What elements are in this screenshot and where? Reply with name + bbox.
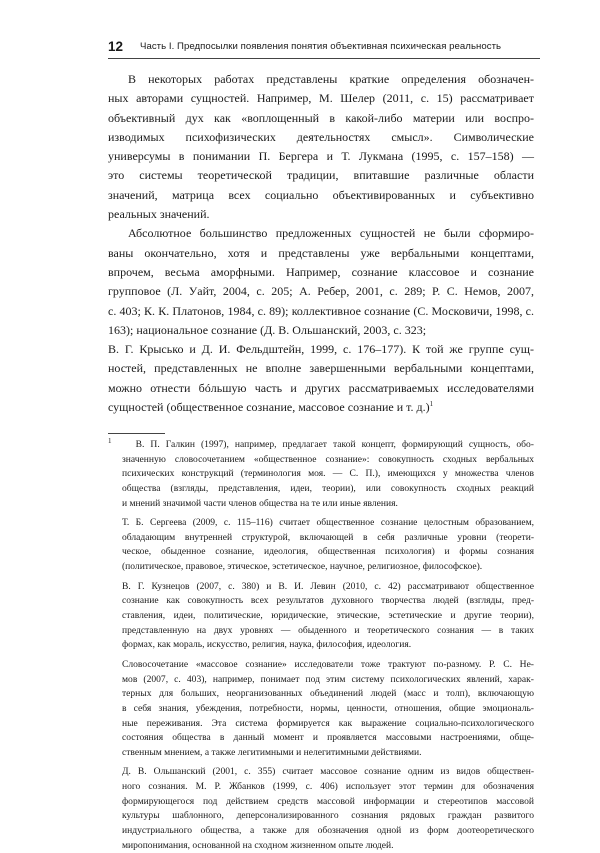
footnote-line: состояния общества в данный момент и проявляется массовыми настроениями, обще- [122,732,534,744]
paragraph-2-line-text: с. 403; К. К. Платонов, 1984, с. 89); коллективное сознание (С. Московичи, 1998, с. 163); национальное сознание (Д. В. Ольшанский, 2003, с. 323; [108,303,534,337]
footnote-line: формах, как мораль, искусство, религия, наука, философия, идеология. [122,639,412,651]
footnote-marker: 1 [108,436,112,445]
footnotes [108,438,534,853]
footnote-line [108,438,534,453]
paragraph-1-line: это системы теоретической традиции, впитавшие различные области [108,168,534,183]
paragraph-2-line: ностей, представленных не вполне завершенными вербальными концептами, [108,361,534,376]
footnote-line: ставления, идеи, политические, юридические, этические, эстетические и другие теории), [122,610,534,622]
footnote-line: ческое, обыденное сознание, идеология, общественная психология) и формы сознания [122,546,534,558]
footnote-line: в себя знания, убеждения, потребности, нормы, ценности, отношения, общие эмоциональ- [122,702,534,714]
paragraph-1-line: реальных значений. [108,207,210,222]
paragraph-1-line: объективный дух как «воплощенный в какой-либо материи или воспро- [108,110,534,125]
footnote-line: сознание как совокупность всех результатов духовного творчества людей (взгляды, пред- [122,595,534,607]
footnote-line: индустриального общества, а также для обозначения одной из форм доотеоретического [122,825,534,837]
footnote-line: и мнений значимой части членов общества на те или иные явления. [122,497,398,509]
footnote-line: общества (взгляды, представления, идеи, теории), или совокупность сходных реакций [122,482,534,494]
footnote-line: обладающим внутренней структурой, включающей в себя различные уровни (теорети- [122,531,534,543]
paragraph-1-line: ных авторами сущностей. Например, М. Шелер (2011, с. 15) рассматривает [108,91,534,106]
footnote-line: психических конструкций (терминология моя. — С. П.), имеющихся у множества членов [122,468,534,480]
paragraph-2-line: групповое (Л. Уайт, 2004, с. 205; А. Ребер, 2001, с. 289; Р. С. Немов, 2007, [108,284,534,299]
paragraph-2-line [108,302,534,341]
paragraph-1-line: В некоторых работах представлены краткие определения обозначен- [128,72,534,86]
footnote-line: ные переживания. Эта система формируется как выражение социально-психологического [122,717,534,729]
footnote-line: миропонимания, основанной на сходном жизненном опыте людей. [122,839,394,851]
footnote-line: Т. Б. Сергеева (2009, с. 115–116) считает общественное сознание целостным образованием, [122,517,534,529]
footnote-text: В. П. Галкин (1997), например, предлагает такой концепт, формирующий сущность, обо- [135,439,534,450]
paragraph-1-line: значений, матрица всех социально объективированных и субъективно [108,187,534,202]
paragraph-2-last-line [108,398,534,417]
footnote-reference[interactable]: 1 [429,400,434,409]
footnote-line: значенную словосочетанием «общественное сознание»: совокупность сходных вербальных [122,453,534,465]
page-header [108,38,540,59]
footnote-line: (политическое, правовое, этическое, эстетическое, научное, религиозное, философское). [122,561,483,573]
paragraph-1-line: изводимых психофизических деятельностях смысл». Символические [108,129,534,144]
paragraph-1-line: универсумы в понимании П. Бергера и Т. Лукмана (1995, с. 157–158) — [108,149,534,164]
footnote-line: формирующегося под действием средств массовой информации и стереотипов массовой [122,795,534,807]
main-text [108,70,534,417]
footnote-line: ственным мнением, а также легитимными и нелегитимными действиями. [122,746,422,758]
footnote-line: культуры шаблонного, деперсонализированного сознания рядовых граждан развитого [122,810,534,822]
paragraph-2-line: Абсолютное большинство предложенных сущностей не были сформиро- [128,226,534,241]
footnote-line: Д. В. Ольшанский (2001, с. 355) считает массовое сознание одним из видов обществен- [122,766,534,778]
footnote-line: представленную на двух уровнях — обыденного и теоретического сознания — в таких [122,624,534,636]
paragraph-2-line: В. Г. Крысько и Д. И. Фельдштейн, 1999, с. 176–177). К той же группе сущ- [108,342,534,357]
paragraph-2-line-text: сущностей (общественное сознание, массовое сознание и т. д.) [108,400,430,415]
footnote-separator [108,433,165,434]
page-number: 12 [108,39,124,54]
paragraph-2-line: ваны окончательно, хотя и представлены уже вербальными концептами, [108,245,534,260]
footnote-line: ного сознания. М. Р. Жбанков (1999, с. 406) использует этот термин для обозначения [122,781,534,793]
footnote-line: Словосочетание «массовое сознание» исследователи тоже трактуют по-разному. Р. С. Не- [122,658,534,670]
running-head: Часть I. Предпосылки появления понятия объективная психическая реальность [140,41,502,52]
paragraph-2-line: можно отнести бóльшую часть и других рассматриваемых исследователями [108,380,534,395]
paragraph-2-line: впрочем, весьма аморфными. Например, сознание классовое и сознание [108,264,534,279]
footnote-line: мов (2007, с. 403), например, понимает под этим систему психологических явлений, харак- [122,673,534,685]
footnote-line: В. Г. Кузнецов (2007, с. 380) и В. И. Левин (2010, с. 42) рассматривают общественное [122,580,534,592]
footnote-line: терных для больших, неорганизованных объединений людей (масс и толп), включающую [122,688,534,700]
